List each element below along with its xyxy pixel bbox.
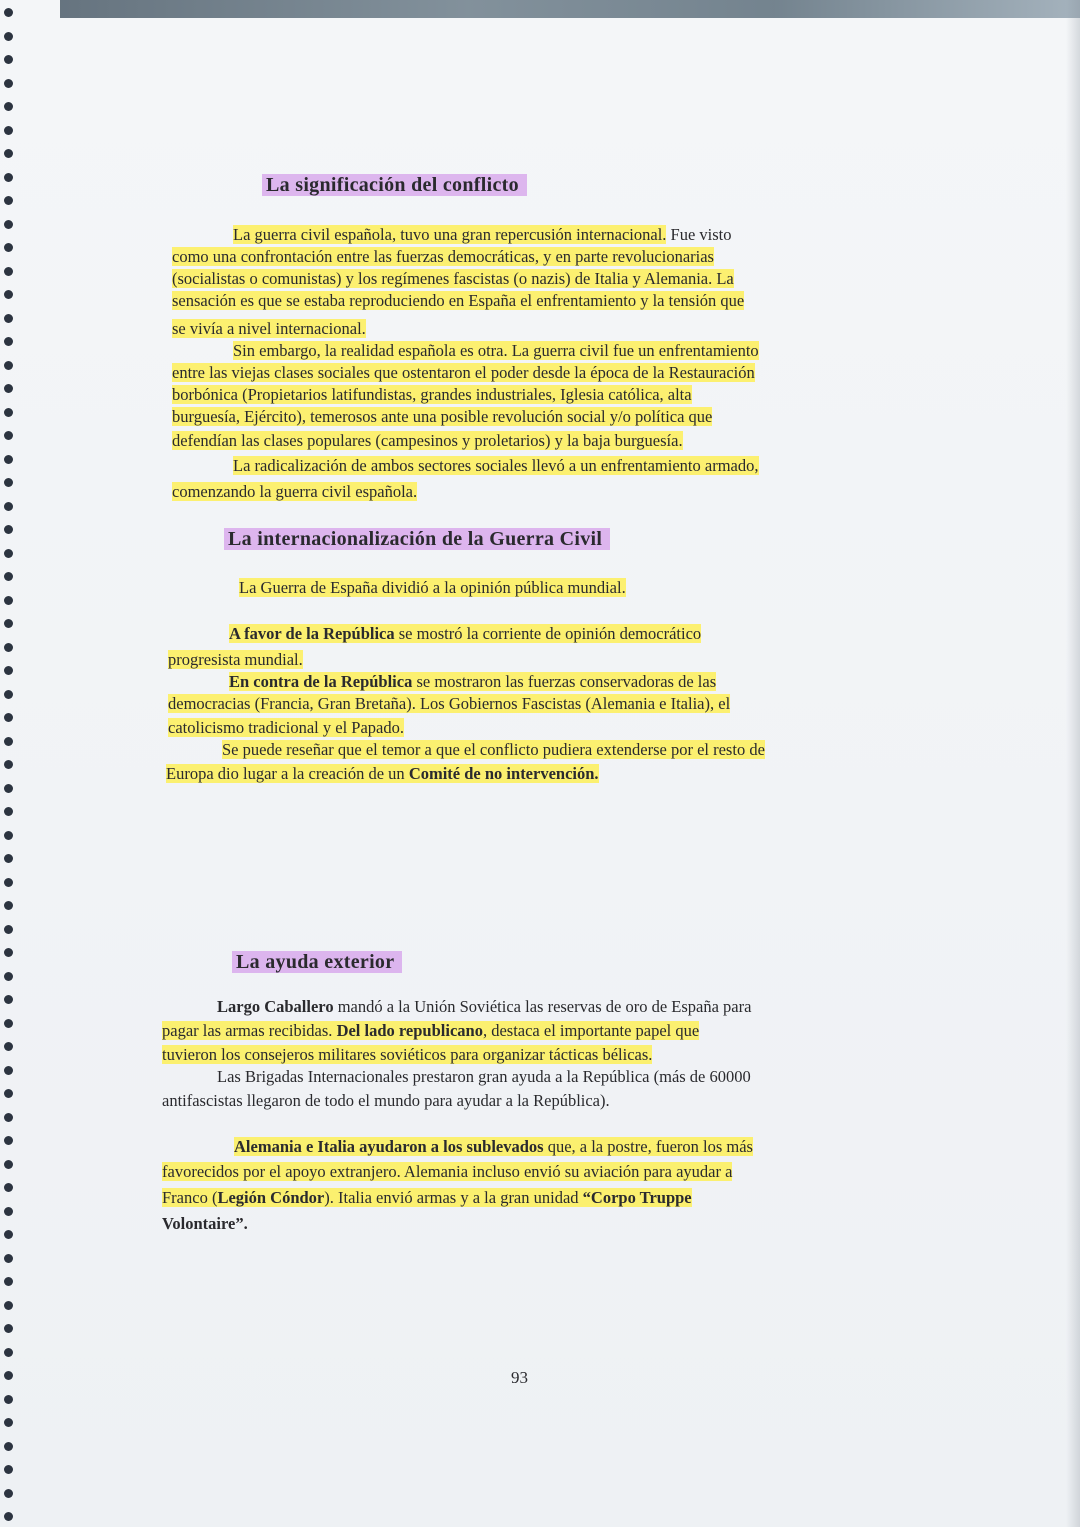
text-line: favorecidos por el apoyo extranjero. Alemania incluso envió su aviación para ayudar a — [162, 1162, 733, 1181]
binding-hole — [4, 361, 13, 370]
binding-hole — [4, 431, 13, 440]
binding-hole — [4, 478, 13, 487]
binding-hole — [4, 149, 13, 158]
binding-hole — [4, 831, 13, 840]
text-line: catolicismo tradicional y el Papado. — [168, 718, 404, 737]
binding-hole — [4, 1183, 13, 1192]
binding-hole — [4, 619, 13, 628]
text-line: Las Brigadas Internacionales prestaron gran ayuda a la República (más de 60000 — [217, 1067, 751, 1086]
section-title-internacionalizacion: La internacionalización de la Guerra Civil — [224, 526, 610, 552]
text-line: Europa dio lugar a la creación de un Comité de no intervención. — [166, 764, 599, 783]
binding-hole — [4, 32, 13, 41]
text-line: se vivía a nivel internacional. — [172, 319, 366, 338]
binding-hole — [4, 1207, 13, 1216]
binding-hole — [4, 737, 13, 746]
text-line: Franco (Legión Cóndor). Italia envió armas y a la gran unidad “Corpo Truppe — [162, 1188, 692, 1207]
text-line: pagar las armas recibidas. Del lado republicano, destaca el importante papel que — [162, 1021, 700, 1040]
binding-hole — [4, 1418, 13, 1427]
text-line: La guerra civil española, tuvo una gran repercusión internacional. Fue visto — [233, 225, 732, 244]
text-line: defendían las clases populares (campesinos y proletarios) y la baja burguesía. — [172, 431, 683, 450]
binding-hole — [4, 102, 13, 111]
binding-hole — [4, 1512, 13, 1521]
binding-hole — [4, 1230, 13, 1239]
binding-hole — [4, 784, 13, 793]
binding-hole — [4, 901, 13, 910]
text-line: democracias (Francia, Gran Bretaña). Los Gobiernos Fascistas (Alemania e Italia), el — [168, 694, 731, 713]
binding-hole — [4, 8, 13, 17]
binding-hole — [4, 1277, 13, 1286]
text-line: La radicalización de ambos sectores sociales llevó a un enfrentamiento armado, — [233, 456, 759, 475]
binding-hole — [4, 549, 13, 558]
text-line: Sin embargo, la realidad española es otra. La guerra civil fue un enfrentamiento — [233, 341, 759, 360]
text-line: Alemania e Italia ayudaron a los sublevados que, a la postre, fueron los más — [234, 1137, 753, 1156]
text-line: Largo Caballero mandó a la Unión Soviética las reservas de oro de España para — [217, 997, 752, 1016]
text-line: como una confrontación entre las fuerzas democráticas, y en parte revolucionarias — [172, 247, 714, 266]
binding-hole — [4, 1324, 13, 1333]
binding-hole — [4, 690, 13, 699]
binding-hole — [4, 196, 13, 205]
binding-hole — [4, 1019, 13, 1028]
text-line: A favor de la República se mostró la corriente de opinión democrático — [229, 624, 702, 643]
binding-hole — [4, 854, 13, 863]
binding-hole — [4, 525, 13, 534]
binding-hole — [4, 173, 13, 182]
top-edge-band — [60, 0, 1080, 18]
binding-hole — [4, 243, 13, 252]
binding-hole — [4, 55, 13, 64]
text-line: (socialistas o comunistas) y los regímenes fascistas (o nazis) de Italia y Alemania. La — [172, 269, 734, 288]
section-title-ayuda-exterior: La ayuda exterior — [232, 949, 402, 975]
binding-holes — [0, 0, 18, 1527]
binding-hole — [4, 878, 13, 887]
binding-hole — [4, 337, 13, 346]
binding-hole — [4, 384, 13, 393]
binding-hole — [4, 408, 13, 417]
binding-hole — [4, 972, 13, 981]
binding-hole — [4, 760, 13, 769]
text-line: comenzando la guerra civil española. — [172, 482, 418, 501]
binding-hole — [4, 666, 13, 675]
binding-hole — [4, 1348, 13, 1357]
binding-hole — [4, 572, 13, 581]
binding-hole — [4, 1254, 13, 1263]
text-line: En contra de la República se mostraron las fuerzas conservadoras de las — [229, 672, 717, 691]
binding-hole — [4, 596, 13, 605]
binding-hole — [4, 948, 13, 957]
text-line: tuvieron los consejeros militares soviéticos para organizar tácticas bélicas. — [162, 1045, 653, 1064]
binding-hole — [4, 925, 13, 934]
text-line: burguesía, Ejército), temerosos ante una posible revolución social y/o política que — [172, 407, 713, 426]
binding-hole — [4, 1465, 13, 1474]
text-line: Se puede reseñar que el temor a que el conflicto pudiera extenderse por el resto de — [222, 740, 765, 759]
right-edge-shadow — [1066, 0, 1080, 1527]
binding-hole — [4, 79, 13, 88]
binding-hole — [4, 1160, 13, 1169]
binding-hole — [4, 995, 13, 1004]
text-line: borbónica (Propietarios latifundistas, grandes industriales, Iglesia católica, alta — [172, 385, 692, 404]
binding-hole — [4, 1301, 13, 1310]
binding-hole — [4, 1442, 13, 1451]
text-line: progresista mundial. — [168, 650, 303, 669]
section-title-significacion: La significación del conflicto — [262, 172, 527, 198]
binding-hole — [4, 290, 13, 299]
binding-hole — [4, 267, 13, 276]
binding-hole — [4, 643, 13, 652]
binding-hole — [4, 713, 13, 722]
binding-hole — [4, 1066, 13, 1075]
binding-hole — [4, 1489, 13, 1498]
binding-hole — [4, 1089, 13, 1098]
text-line: antifascistas llegaron de todo el mundo para ayudar a la República). — [162, 1091, 610, 1110]
text-line: entre las viejas clases sociales que ostentaron el poder desde la época de la Restauración — [172, 363, 755, 382]
binding-hole — [4, 1136, 13, 1145]
binding-hole — [4, 220, 13, 229]
text-line: sensación es que se estaba reproduciendo en España el enfrentamiento y la tensión que — [172, 291, 745, 310]
binding-hole — [4, 807, 13, 816]
binding-hole — [4, 455, 13, 464]
binding-hole — [4, 1042, 13, 1051]
text-line: Volontaire”. — [162, 1214, 248, 1233]
page-number: 93 — [511, 1368, 528, 1387]
binding-hole — [4, 314, 13, 323]
binding-hole — [4, 126, 13, 135]
text-line: La Guerra de España dividió a la opinión pública mundial. — [239, 578, 626, 597]
binding-hole — [4, 502, 13, 511]
binding-hole — [4, 1113, 13, 1122]
binding-hole — [4, 1395, 13, 1404]
binding-hole — [4, 1371, 13, 1380]
